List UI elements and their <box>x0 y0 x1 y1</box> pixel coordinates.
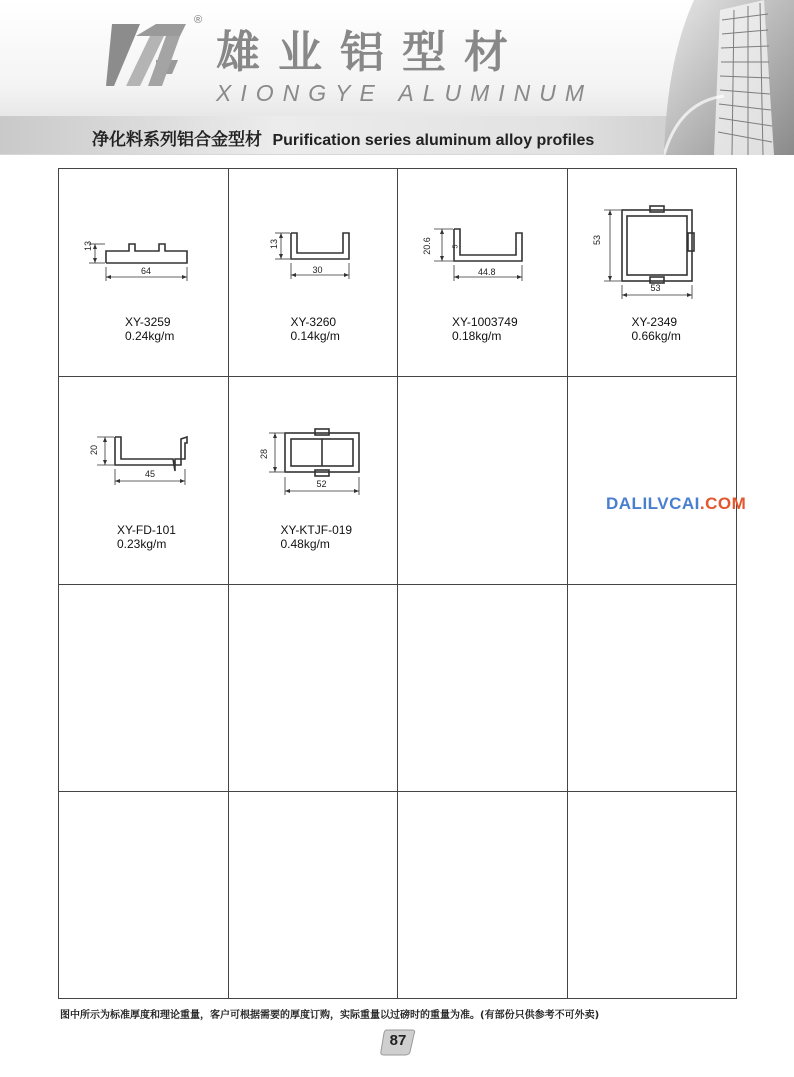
dim-height: 53 <box>591 234 602 246</box>
dim-height: 20.6 <box>421 237 432 255</box>
brand-name-en: XIONGYE ALUMINUM <box>216 80 594 106</box>
site-watermark <box>606 494 746 514</box>
watermark-suffix: .COM <box>699 494 747 513</box>
profile-cell-xy-3259 <box>59 169 229 377</box>
profile-catalog-grid <box>58 168 737 999</box>
profile-drawing-xy-fd-101-icon <box>59 377 228 585</box>
profile-drawing-xy-2349-icon <box>568 169 737 377</box>
profile-weight: 0.66kg/m <box>631 329 681 343</box>
dim-height: 28 <box>258 448 269 460</box>
empty-cell <box>229 585 399 792</box>
section-title-cn: 净化料系列铝合金型材 <box>92 130 262 150</box>
profile-cell-xy-1003749 <box>398 169 568 377</box>
profile-weight: 0.23kg/m <box>117 537 167 551</box>
profile-weight: 0.48kg/m <box>280 537 330 551</box>
section-title-en: Purification series aluminum alloy profiles <box>272 132 595 149</box>
dim-width: 53 <box>650 283 661 293</box>
empty-cell <box>398 377 568 585</box>
empty-cell <box>568 585 738 792</box>
profile-cell-xy-fd-101 <box>59 377 229 585</box>
profile-code: XY-KTJF-019 <box>280 523 353 537</box>
page-number: 87 <box>389 1032 407 1049</box>
profile-code: XY-2349 <box>631 315 678 329</box>
xiongye-logo-icon <box>106 20 192 92</box>
dim-width: 64 <box>141 266 152 276</box>
footer-note: 图中所示为标准厚度和理论重量，客户可根据需要的厚度订购，实际重量以过磅时的重量为准。(有部份只供参考不可外卖) <box>60 1010 600 1021</box>
dim-flange: 5 <box>452 244 460 249</box>
profile-code: XY-FD-101 <box>117 523 176 537</box>
dim-height: 13 <box>268 238 279 250</box>
section-title <box>92 125 594 150</box>
profile-cell-xy-2349 <box>568 169 738 377</box>
page-header <box>0 0 794 155</box>
building-photo-icon <box>664 0 794 155</box>
dim-width: 44.8 <box>478 267 496 277</box>
registered-mark: ® <box>194 14 203 26</box>
profile-weight: 0.24kg/m <box>125 329 175 343</box>
empty-cell <box>59 585 229 792</box>
profile-code: XY-3260 <box>290 315 337 329</box>
dim-width: 52 <box>316 479 327 489</box>
profile-weight: 0.14kg/m <box>290 329 340 343</box>
empty-cell <box>229 792 399 999</box>
empty-cell <box>568 792 738 999</box>
watermark-main: DALILVCAI <box>606 494 700 513</box>
profile-cell-xy-ktjf-019 <box>229 377 399 585</box>
empty-cell <box>568 377 738 585</box>
profile-drawing-xy-ktjf-019-icon <box>229 377 398 585</box>
profile-code: XY-3259 <box>125 315 171 329</box>
empty-cell <box>398 792 568 999</box>
dim-height: 13 <box>83 240 94 252</box>
empty-cell <box>398 585 568 792</box>
profile-code: XY-1003749 <box>452 315 518 329</box>
dim-height: 20 <box>89 444 100 456</box>
brand-name-cn: 雄业铝型材 <box>216 27 526 78</box>
profile-cell-xy-3260 <box>229 169 399 377</box>
dim-width: 45 <box>145 469 156 479</box>
dim-width: 30 <box>312 265 323 275</box>
profile-weight: 0.18kg/m <box>452 329 502 343</box>
empty-cell <box>59 792 229 999</box>
